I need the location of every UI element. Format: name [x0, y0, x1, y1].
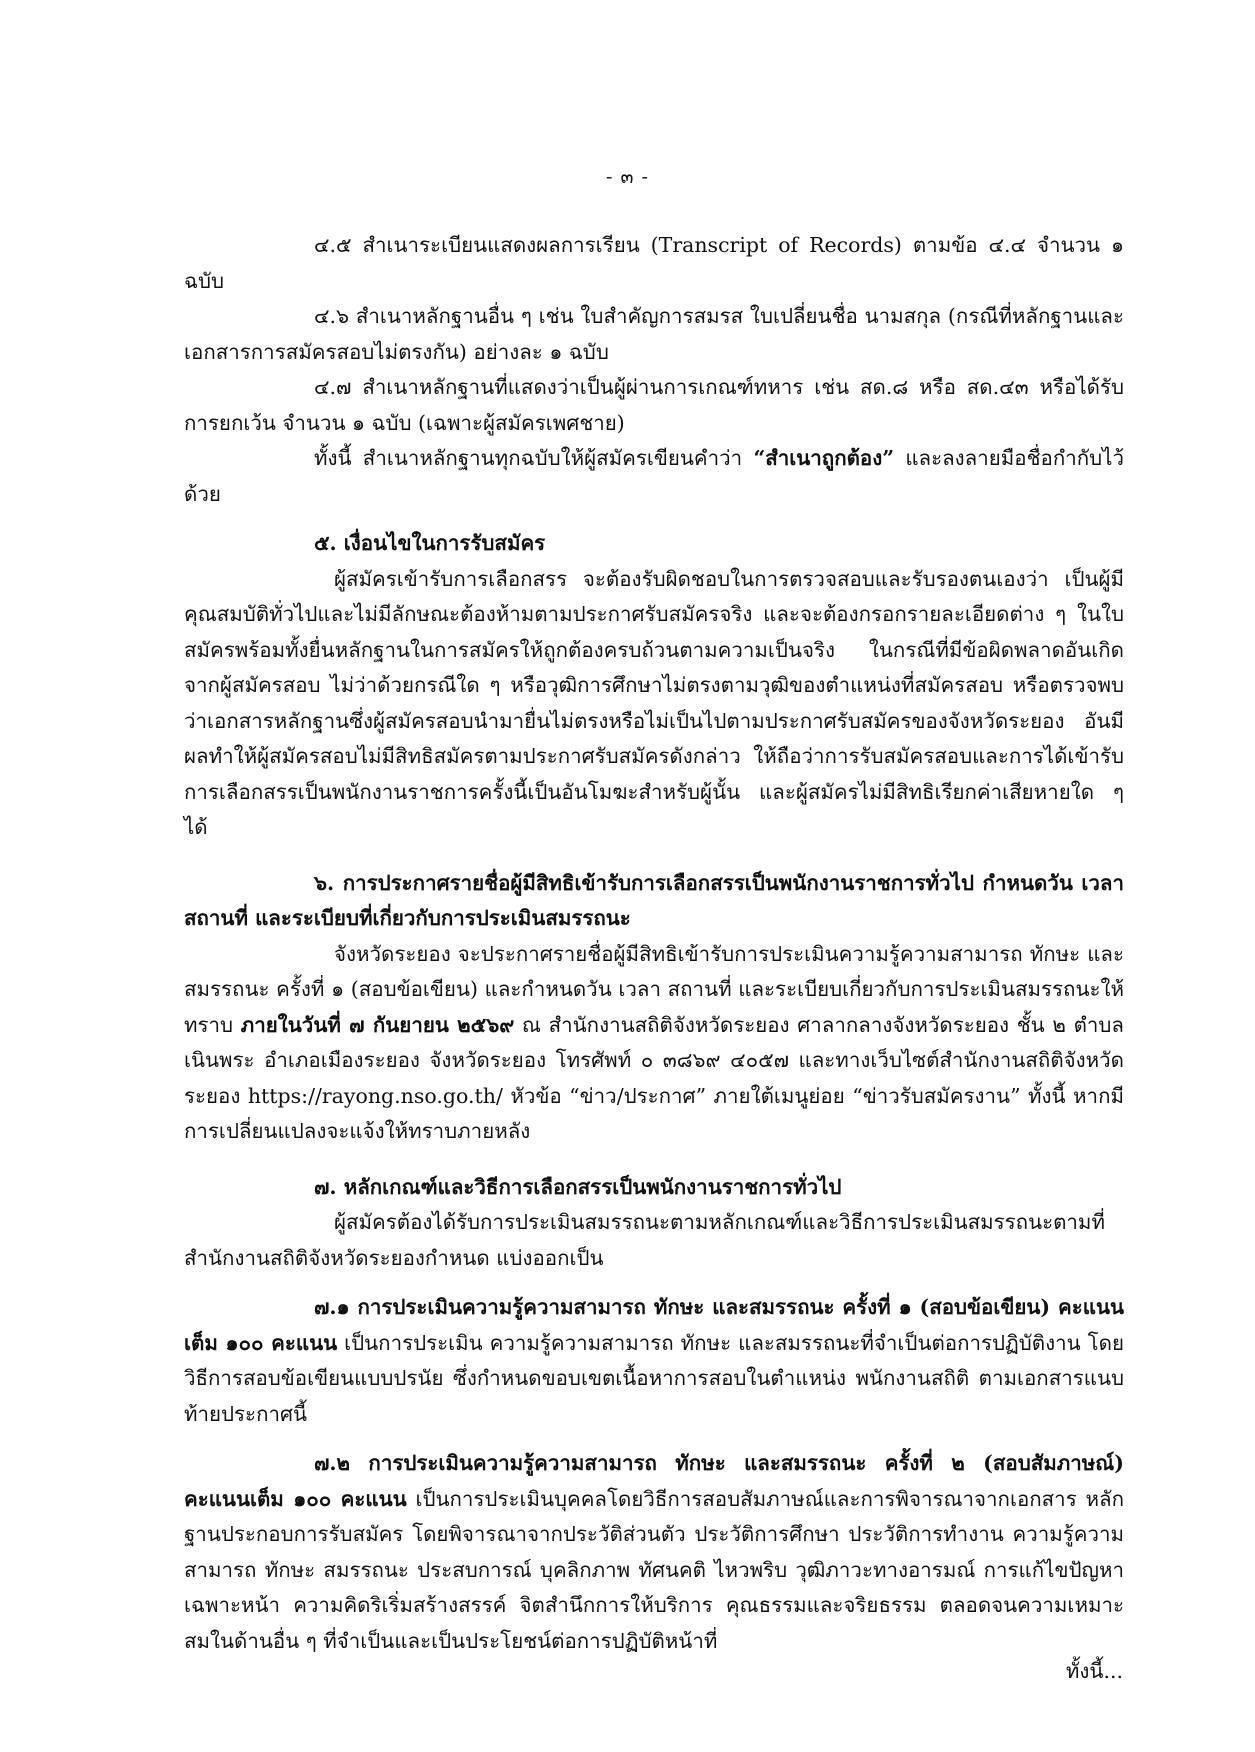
section-6-body — [184, 937, 1124, 1150]
section-5-body: ผู้สมัครเข้ารับการเลือกสรร จะต้องรับผิดชอบในการตรวจสอบและรับรองตนเองว่า เป็นผู้มีคุณสมบัติทั่วไปและไม่มีลักษณะต้องห้ามตามประกาศรับสมัครจริง และจะต้องกรอกรายละเอียดต่าง ๆ ในใบสมัครพร้อมทั้งยื่นหลักฐานในการสมัครให้ถูกต้องครบถ้วนตามความเป็นจริง ในกรณีที่มีข้อผิดพลาดอันเกิดจากผู้สมัครสอบ ไม่ว่าด้วยกรณีใด ๆ หรือวุฒิการศึกษาไม่ตรงตามวุฒิของตำแหน่งที่สมัครสอบ หรือตรวจพบว่าเอกสารหลักฐานซึ่งผู้สมัครสอบนำมายื่นไม่ตรงหรือไม่เป็นไปตามประกาศรับสมัครของจังหวัดระยอง อันมีผลทำให้ผู้สมัครสอบไม่มีสิทธิสมัครตามประกาศรับสมัครดังกล่าว ให้ถือว่าการรับสมัครสอบและการได้เข้ารับการเลือกสรรเป็นพนักงานราชการครั้งนี้เป็นอันโมฆะสำหรับผู้นั้น และผู้สมัครไม่มีสิทธิเรียกค่าเสียหายใด ๆ ได้ — [184, 566, 1124, 839]
section-7-1 — [184, 1290, 1124, 1432]
item-4-6: ๔.๖ สำเนาหลักฐานอื่น ๆ เช่น ใบสำคัญการสมรส ใบเปลี่ยนชื่อ นามสกุล (กรณีที่หลักฐานและเอกสารการสมัครสอบไม่ตรงกัน) อย่างละ ๑ ฉบับ — [184, 304, 1124, 364]
document-body — [184, 228, 1124, 1659]
section-6-deadline: ภายในวันที่ ๗ กันยายน ๒๕๖๙ — [240, 1012, 515, 1037]
section-6-body-suffix: ณ สำนักงานสถิติจังหวัดระยอง ศาลากลางจังหวัดระยอง ชั้น ๒ ตำบลเนินพระ อำเภอเมืองระยอง จังหวัดระยอง โทรศัพท์ ๐ ๓๘๖๙ ๔๐๕๗ และทางเว็บไซต์สำนักงานสถิติจังหวัดระยอง https://rayong.nso.go.th/ หัวข้อ “ข่าว/ประกาศ” ภายใต้เมนูย่อย “ข่าวรับสมัครงาน” ทั้งนี้ หากมีการเปลี่ยนแปลงจะแจ้งให้ทราบภายหลัง — [184, 1012, 1124, 1143]
item-4-5: ๔.๕ สำเนาระเบียนแสดงผลการเรียน (Transcript of Records) ตามข้อ ๔.๔ จำนวน ๑ ฉบับ — [184, 233, 1124, 293]
page-number: - ๓ - — [606, 166, 649, 188]
section-7-heading: ๗. หลักเกณฑ์และวิธีการเลือกสรรเป็นพนักงานราชการทั่วไป — [314, 1174, 842, 1199]
section-6-heading: ๖. การประกาศรายชื่อผู้มีสิทธิเข้ารับการเลือกสรรเป็นพนักงานราชการทั่วไป กำหนดวัน เวลา สถานที่ และระเบียบที่เกี่ยวกับการประเมินสมรรถนะ — [184, 870, 1124, 930]
note-certified-true-copy: “สำเนาถูกต้อง” — [753, 446, 895, 470]
copy-certification-note — [184, 441, 1124, 512]
section-7-2-title: ๗.๒ การประเมินความรู้ความสามารถ ทักษะ และสมรรถนะ ครั้งที่ ๒ (สอบสัมภาษณ์) คะแนนเต็ม ๑๐๐ คะแนน — [184, 1451, 1124, 1511]
section-5-heading: ๕. เงื่อนไขในการรับสมัคร — [314, 531, 546, 555]
note-prefix: ทั้งนี้ สำเนาหลักฐานทุกฉบับให้ผู้สมัครเขียนคำว่า — [314, 446, 754, 470]
section-7-1-text: เป็นการประเมิน ความรู้ความสามารถ ทักษะ และสมรรถนะที่จำเป็นต่อการปฏิบัติงาน โดยวิธีการสอบข้อเขียนแบบปรนัย ซึ่งกำหนดขอบเขตเนื้อหาการสอบในตำแหน่ง พนักงานสถิติ ตามเอกสารแนบท้ายประกาศนี้ — [184, 1330, 1125, 1426]
section-7-1-title: ๗.๑ การประเมินความรู้ความสามารถ ทักษะ และสมรรถนะ ครั้งที่ ๑ (สอบข้อเขียน) คะแนนเต็ม ๑๐๐ คะแนน — [184, 1295, 1124, 1355]
continued-marker: ทั้งนี้... — [1065, 1659, 1123, 1683]
section-7-2 — [184, 1446, 1124, 1659]
item-4-7: ๔.๗ สำเนาหลักฐานที่แสดงว่าเป็นผู้ผ่านการเกณฑ์ทหาร เช่น สด.๘ หรือ สด.๔๓ หรือได้รับการยกเว้น จำนวน ๑ ฉบับ (เฉพาะผู้สมัครเพศชาย) — [184, 375, 1124, 435]
section-6-body-prefix: จังหวัดระยอง จะประกาศรายชื่อผู้มีสิทธิเข้ารับการประเมินความรู้ความสามารถ ทักษะ และสมรรถนะ ครั้งที่ ๑ (สอบข้อเขียน) และกำหนดวัน เวลา สถานที่ และระเบียบเกี่ยวกับการประเมินสมรรถนะให้ทราบ — [184, 941, 1124, 1037]
section-7-2-text: เป็นการประเมินบุคคลโดยวิธีการสอบสัมภาษณ์และการพิจารณาจากเอกสาร หลักฐานประกอบการรับสมัคร โดยพิจารณาจากประวัติส่วนตัว ประวัติการศึกษา ประวัติการทำงาน ความรู้ความสามารถ ทักษะ สมรรถนะ ประสบการณ์ บุคลิกภาพ ทัศนคติ ไหวพริบ วุฒิภาวะทางอารมณ์ การแก้ไขปัญหาเฉพาะหน้า ความคิดริเริ่มสร้างสรรค์ จิตสำนึกการให้บริการ คุณธรรมและจริยธรรม ตลอดจนความเหมาะสมในด้านอื่น ๆ ที่จำเป็นและเป็นประโยชน์ต่อการปฏิบัติหน้าที่ — [184, 1486, 1124, 1653]
note-suffix: และลงลายมือชื่อกำกับไว้ด้วย — [184, 446, 1124, 506]
section-7-body: ผู้สมัครต้องได้รับการประเมินสมรรถนะตามหลักเกณฑ์และวิธีการประเมินสมรรถนะตามที่สำนักงานสถิติจังหวัดระยองกำหนด แบ่งออกเป็น — [184, 1210, 1105, 1270]
